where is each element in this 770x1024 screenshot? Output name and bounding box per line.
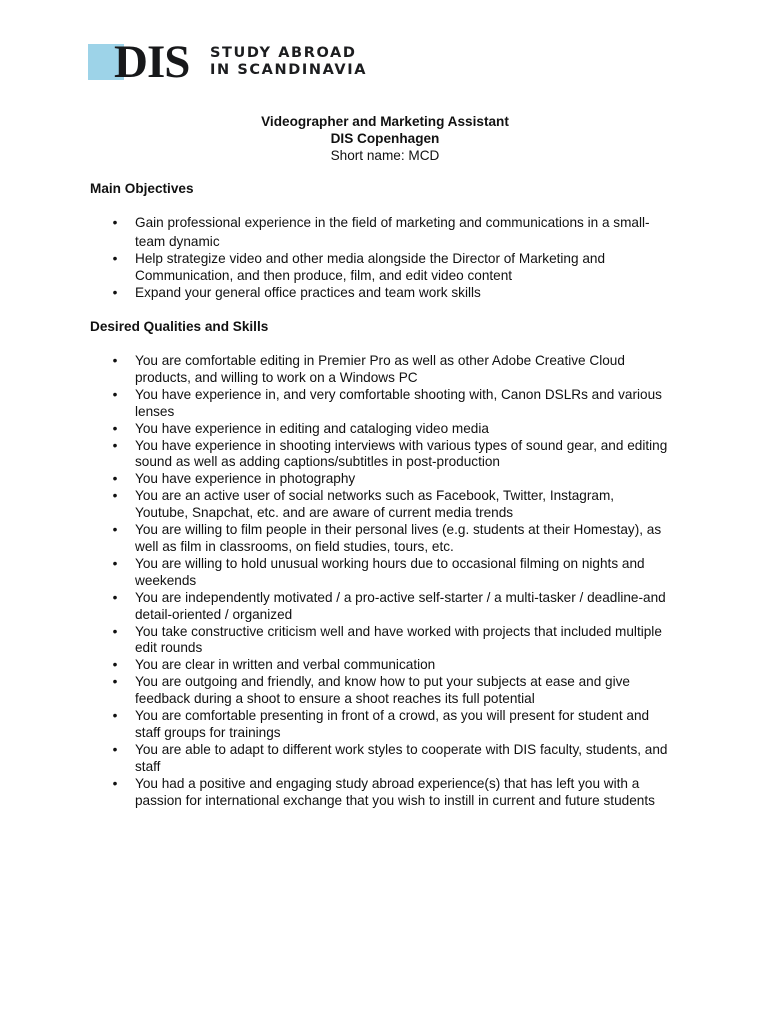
list-item bbox=[90, 590, 670, 624]
qualities-list bbox=[90, 353, 670, 809]
list-item-text: Gain professional experience in the field of marketing and communications in a small-team dynamic bbox=[135, 215, 650, 249]
document-heading bbox=[0, 113, 770, 164]
list-item bbox=[90, 471, 670, 488]
list-item bbox=[90, 522, 670, 556]
list-item-text: You take constructive criticism well and have worked with projects that included multiple edit rounds bbox=[135, 623, 662, 656]
list-item bbox=[90, 251, 670, 285]
list-item bbox=[90, 556, 670, 590]
job-title: Videographer and Marketing Assistant bbox=[261, 114, 509, 129]
bullet-icon: • bbox=[112, 251, 118, 266]
list-item bbox=[90, 353, 670, 387]
list-item-text: Help strategize video and other media alongside the Director of Marketing and Communication, and then produce, film, and edit video content bbox=[135, 251, 606, 283]
bullet-icon: • bbox=[112, 555, 118, 571]
list-item-text: You are comfortable editing in Premier Pro as well as other Adobe Creative Cloud products, and willing to work on a Windows PC bbox=[135, 353, 625, 385]
list-item bbox=[90, 421, 670, 438]
list-item-text: You are an active user of social networks such as Facebook, Twitter, Instagram, Youtube, Snapchat, etc. and are aware of current media trends bbox=[135, 488, 615, 521]
bullet-icon: • bbox=[112, 522, 118, 538]
logo-mark-block bbox=[88, 36, 208, 88]
bullet-icon: • bbox=[112, 215, 118, 230]
bullet-icon: • bbox=[112, 420, 118, 436]
dis-logo bbox=[88, 36, 368, 88]
bullet-icon: • bbox=[112, 386, 118, 402]
bullet-icon: • bbox=[112, 708, 118, 724]
list-item-text: You are clear in written and verbal communication bbox=[135, 657, 436, 673]
list-item-text: You are independently motivated / a pro-active self-starter / a multi-tasker / deadline-and detail-oriented / organized bbox=[135, 589, 666, 622]
list-item bbox=[90, 776, 670, 810]
list-item-text: You are willing to hold unusual working hours due to occasional filming on nights and weekends bbox=[135, 555, 645, 588]
list-item bbox=[90, 214, 670, 251]
list-item-text: You have experience in editing and cataloging video media bbox=[135, 420, 489, 436]
logo-line-1: STUDY ABROAD bbox=[210, 45, 357, 61]
list-item bbox=[90, 708, 670, 742]
bullet-icon: • bbox=[112, 674, 118, 690]
objectives-title: Main Objectives bbox=[90, 181, 194, 196]
list-item-text: You have experience in, and very comfortable shooting with, Canon DSLRs and various lenses bbox=[135, 386, 662, 419]
bullet-icon: • bbox=[112, 353, 118, 368]
short-name: Short name: MCD bbox=[330, 148, 440, 163]
list-item bbox=[90, 624, 670, 658]
list-item bbox=[90, 742, 670, 776]
list-item bbox=[90, 387, 670, 421]
bullet-icon: • bbox=[112, 471, 118, 487]
logo-line-2: IN SCANDINAVIA bbox=[210, 62, 368, 78]
bullet-icon: • bbox=[112, 589, 118, 605]
bullet-icon: • bbox=[112, 775, 118, 791]
bullet-icon: • bbox=[112, 488, 118, 504]
objectives-list bbox=[90, 214, 670, 302]
bullet-icon: • bbox=[112, 657, 118, 673]
logo-text bbox=[210, 45, 367, 79]
bullet-icon: • bbox=[112, 741, 118, 757]
bullet-icon: • bbox=[112, 623, 118, 639]
list-item bbox=[90, 285, 670, 302]
list-item bbox=[90, 657, 670, 674]
bullet-icon: • bbox=[112, 437, 118, 453]
list-item-text: You had a positive and engaging study abroad experience(s) that has left you with a passion for international exchange that you wish to instill in current and future students bbox=[135, 775, 655, 808]
list-item-text: Expand your general office practices and team work skills bbox=[135, 284, 481, 300]
list-item-text: You are able to adapt to different work styles to cooperate with DIS faculty, students, and staff bbox=[135, 741, 668, 774]
list-item-text: You have experience in photography bbox=[135, 471, 356, 487]
list-item bbox=[90, 438, 670, 472]
list-item bbox=[90, 674, 670, 708]
list-item-text: You are outgoing and friendly, and know how to put your subjects at ease and give feedback during a shoot to ensure a shoot reaches its full potential bbox=[135, 674, 630, 707]
qualities-title: Desired Qualities and Skills bbox=[90, 319, 269, 334]
list-item-text: You are willing to film people in their personal lives (e.g. students at their Homestay), as well as film in classrooms, on field studies, tours, etc. bbox=[135, 522, 662, 554]
list-item bbox=[90, 488, 670, 522]
logo-mark: DIS bbox=[114, 36, 190, 88]
job-location: DIS Copenhagen bbox=[330, 131, 440, 146]
list-item-text: You have experience in shooting interviews with various types of sound gear, and editing sound as well as adding captions/subtitles in post-production bbox=[135, 437, 668, 470]
list-item-text: You are comfortable presenting in front of a crowd, as you will present for student and staff groups for trainings bbox=[135, 708, 650, 740]
bullet-icon: • bbox=[112, 284, 118, 300]
